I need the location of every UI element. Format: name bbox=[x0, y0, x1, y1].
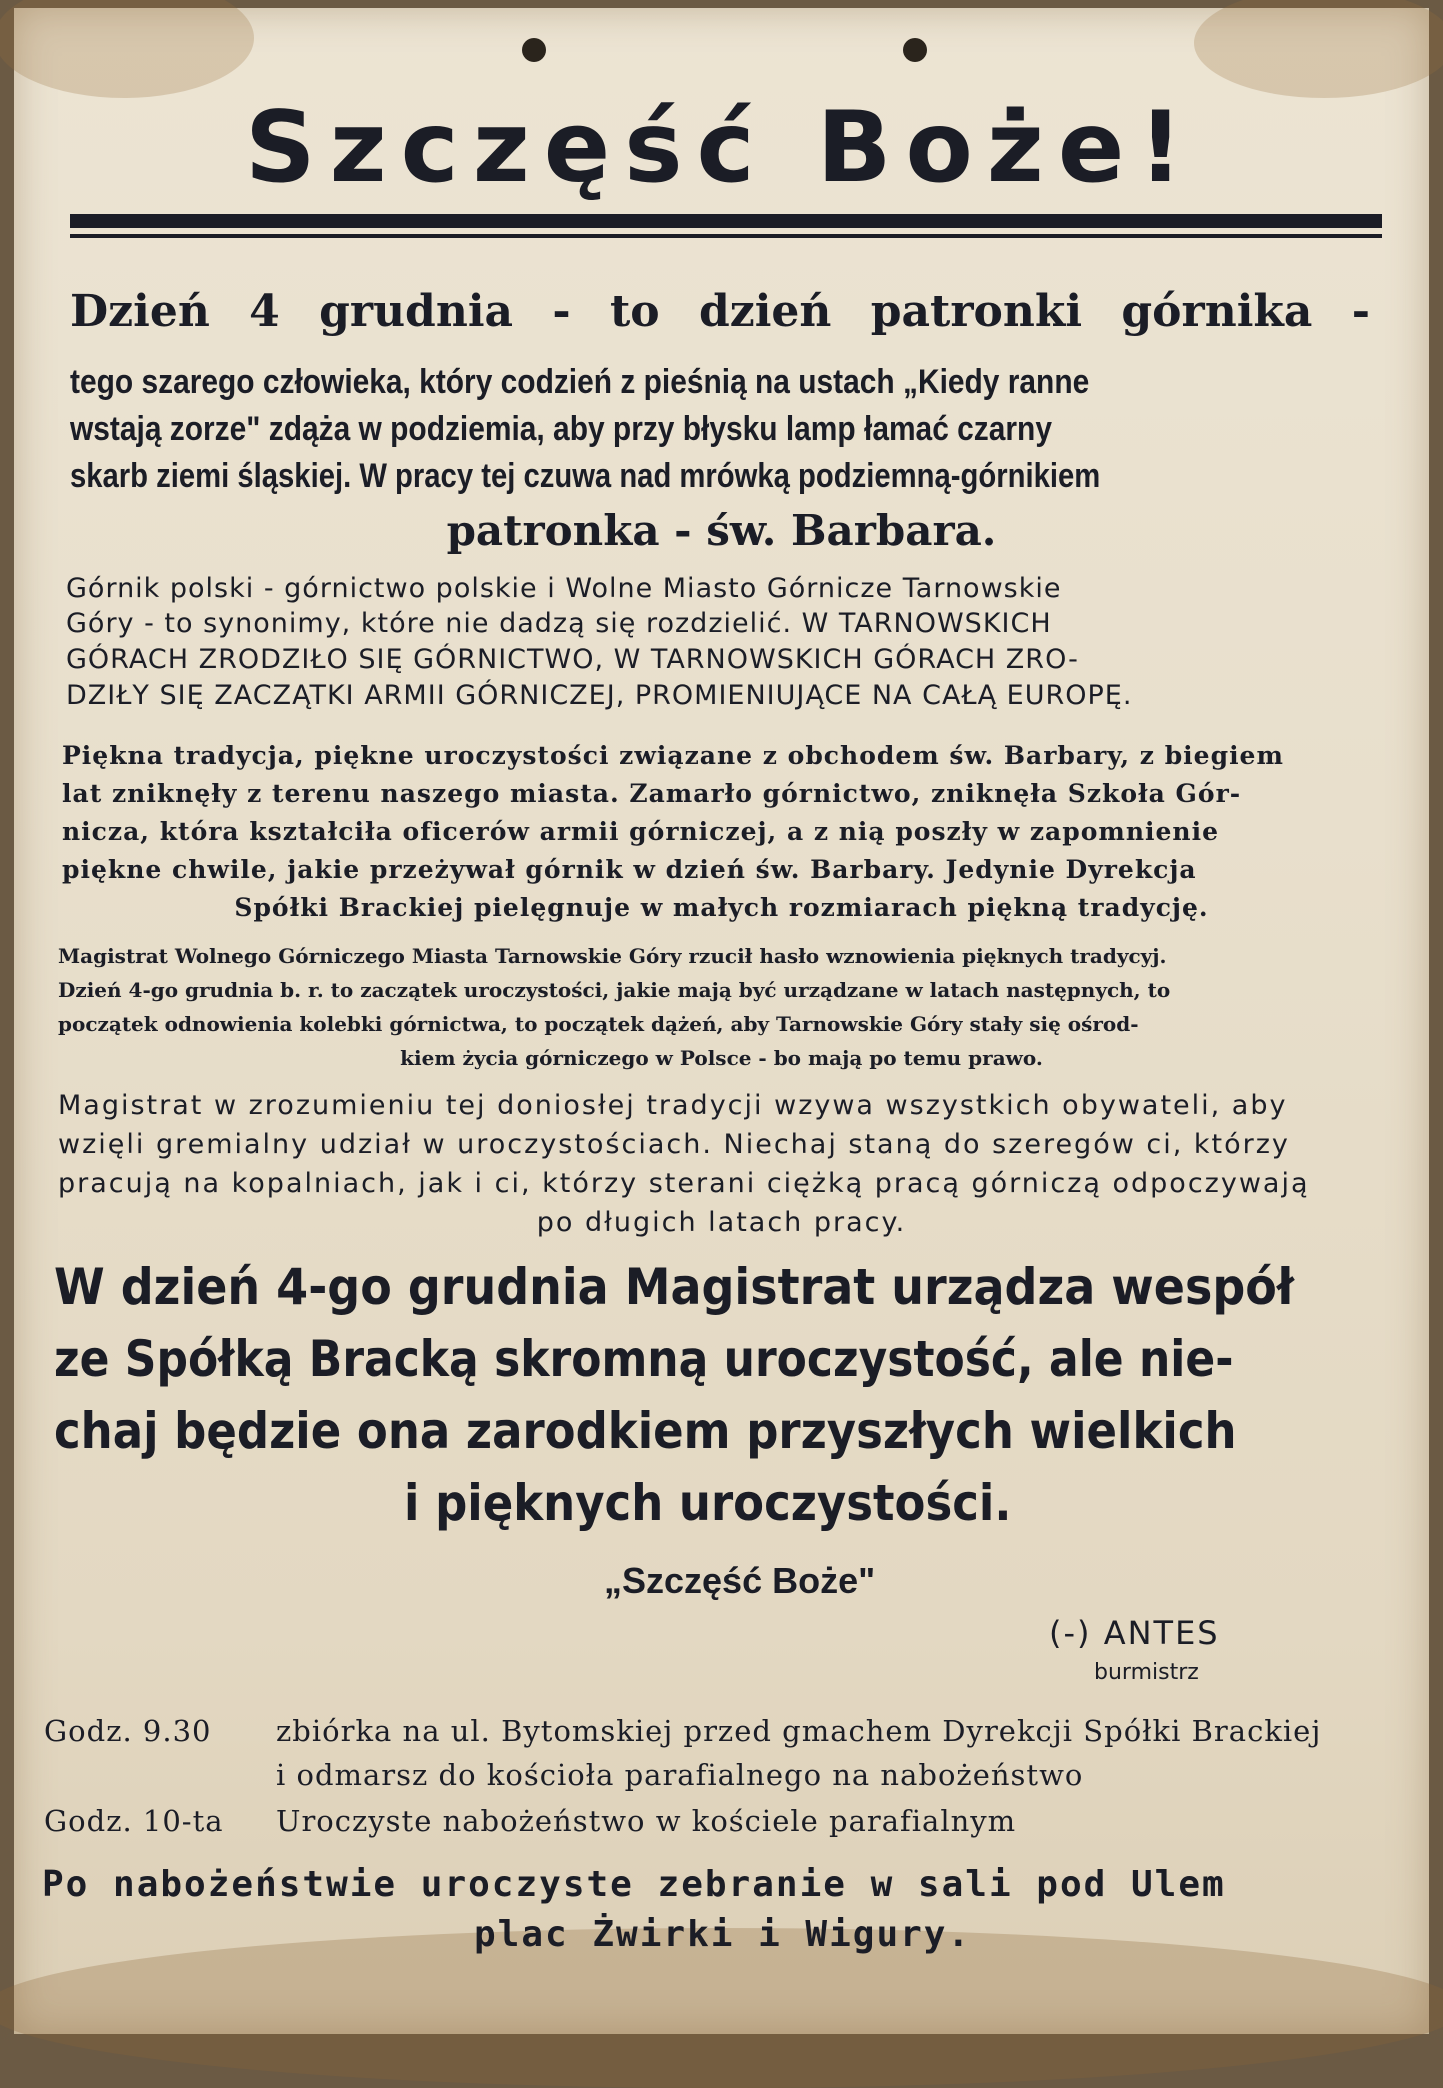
signature-name: (-) ANTES bbox=[1049, 1614, 1220, 1652]
paragraph-line: początek odnowienia kolebki górnictwa, to początek dążeń, aby Tarnowskie Góry stały się ośrod- bbox=[58, 1012, 1139, 1036]
paragraph-line: Góry - to synonimy, które nie dadzą się rozdzielić. W TARNOWSKICH bbox=[66, 608, 1052, 639]
paragraph-line: nicza, która kształciła oficerów armii górniczej, a z nią poszły w zapomnienie bbox=[62, 817, 1219, 846]
paragraph-line: DZIŁY SIĘ ZACZĄTKI ARMII GÓRNICZEJ, PROMIENIUJĄCE NA CAŁĄ EUROPĘ. bbox=[66, 680, 1133, 711]
lead-line: wstają zorze" zdąża w podziemia, aby przy błysku lamp łamać czarny bbox=[70, 410, 1052, 448]
paragraph-line: Dzień 4-go grudnia b. r. to zaczątek uroczystości, jakie mają być urządzane w latach następnych, to bbox=[58, 978, 1171, 1002]
closing-line: plac Żwirki i Wigury. bbox=[474, 1914, 972, 1955]
signature-motto: „Szczęść Boże" bbox=[604, 1560, 876, 1601]
paragraph-line: pracują na kopalniach, jak i ci, którzy sterani ciężką pracą górniczą odpoczywają bbox=[58, 1168, 1310, 1199]
closing-line: Po nabożeństwie uroczyste zebranie w sali pod Ulem bbox=[42, 1864, 1226, 1905]
lead-heading: Dzień 4 grudnia - to dzień patronki górnika - bbox=[70, 286, 1370, 337]
pin-hole bbox=[522, 38, 546, 62]
paragraph-line: Magistrat w zrozumieniu tej doniosłej tradycji wzywa wszystkich obywateli, aby bbox=[58, 1090, 1288, 1121]
paper-stain bbox=[0, 0, 254, 98]
schedule-item: Uroczyste nabożeństwo w kościele parafialnym bbox=[276, 1804, 1017, 1838]
lead-line: tego szarego człowieka, który codzień z pieśnią na ustach „Kiedy ranne bbox=[70, 363, 1090, 401]
schedule-time: Godz. 9.30 bbox=[44, 1714, 212, 1748]
announcement-line: chaj będzie ona zarodkiem przyszłych wielkich bbox=[54, 1402, 1237, 1460]
paragraph-line: Spółki Brackiej pielęgnuje w małych rozmiarach piękną tradycję. bbox=[234, 893, 1209, 922]
paragraph-line: wzięli gremialny udział w uroczystościach. Niechaj staną do szeregów ci, którzy bbox=[58, 1129, 1290, 1160]
title-rule bbox=[70, 214, 1382, 228]
paragraph-line: kiem życia górniczego w Polsce - bo mają po temu prawo. bbox=[400, 1046, 1043, 1070]
schedule-time: Godz. 10-ta bbox=[44, 1804, 224, 1838]
paragraph-line: Magistrat Wolnego Górniczego Miasta Tarnowskie Góry rzucił hasło wznowienia pięknych tradycyj. bbox=[58, 944, 1167, 968]
announcement-line: W dzień 4-go grudnia Magistrat urządza wespół bbox=[54, 1258, 1294, 1316]
poster-sheet bbox=[14, 8, 1429, 2034]
title-rule-thin bbox=[70, 234, 1382, 238]
paragraph-line: Górnik polski - górnictwo polskie i Wolne Miasto Górnicze Tarnowskie bbox=[66, 573, 1062, 604]
paragraph-line: GÓRACH ZRODZIŁO SIĘ GÓRNICTWO, W TARNOWSKICH GÓRACH ZRO- bbox=[66, 644, 1079, 675]
announcement-line: ze Spółką Bracką skromną uroczystość, ale nie- bbox=[54, 1330, 1234, 1388]
announcement-line: i pięknych uroczystości. bbox=[404, 1474, 1012, 1532]
poster-title: Szczęść Boże! bbox=[245, 91, 1197, 205]
paragraph-line: piękne chwile, jakie przeżywał górnik w dzień św. Barbary. Jedynie Dyrekcja bbox=[62, 855, 1197, 884]
lead-line: skarb ziemi śląskiej. W pracy tej czuwa nad mrówką podziemną-górnikiem bbox=[70, 457, 1101, 495]
schedule-item: i odmarsz do kościoła parafialnego na nabożeństwo bbox=[276, 1758, 1084, 1792]
paragraph-line: lat zniknęły z terenu naszego miasta. Zamarło górnictwo, zniknęła Szkoła Gór- bbox=[62, 779, 1242, 808]
paragraph-line: Piękna tradycja, piękne uroczystości związane z obchodem św. Barbary, z biegiem bbox=[62, 741, 1284, 770]
paragraph-line: po długich latach pracy. bbox=[536, 1207, 907, 1238]
paper-stain bbox=[1194, 0, 1443, 98]
schedule-item: zbiórka na ul. Bytomskiej przed gmachem Dyrekcji Spółki Brackiej bbox=[276, 1714, 1322, 1748]
lead-patron: patronka - św. Barbara. bbox=[446, 506, 997, 555]
pin-hole bbox=[903, 38, 927, 62]
signature-title: burmistrz bbox=[1094, 1660, 1199, 1685]
